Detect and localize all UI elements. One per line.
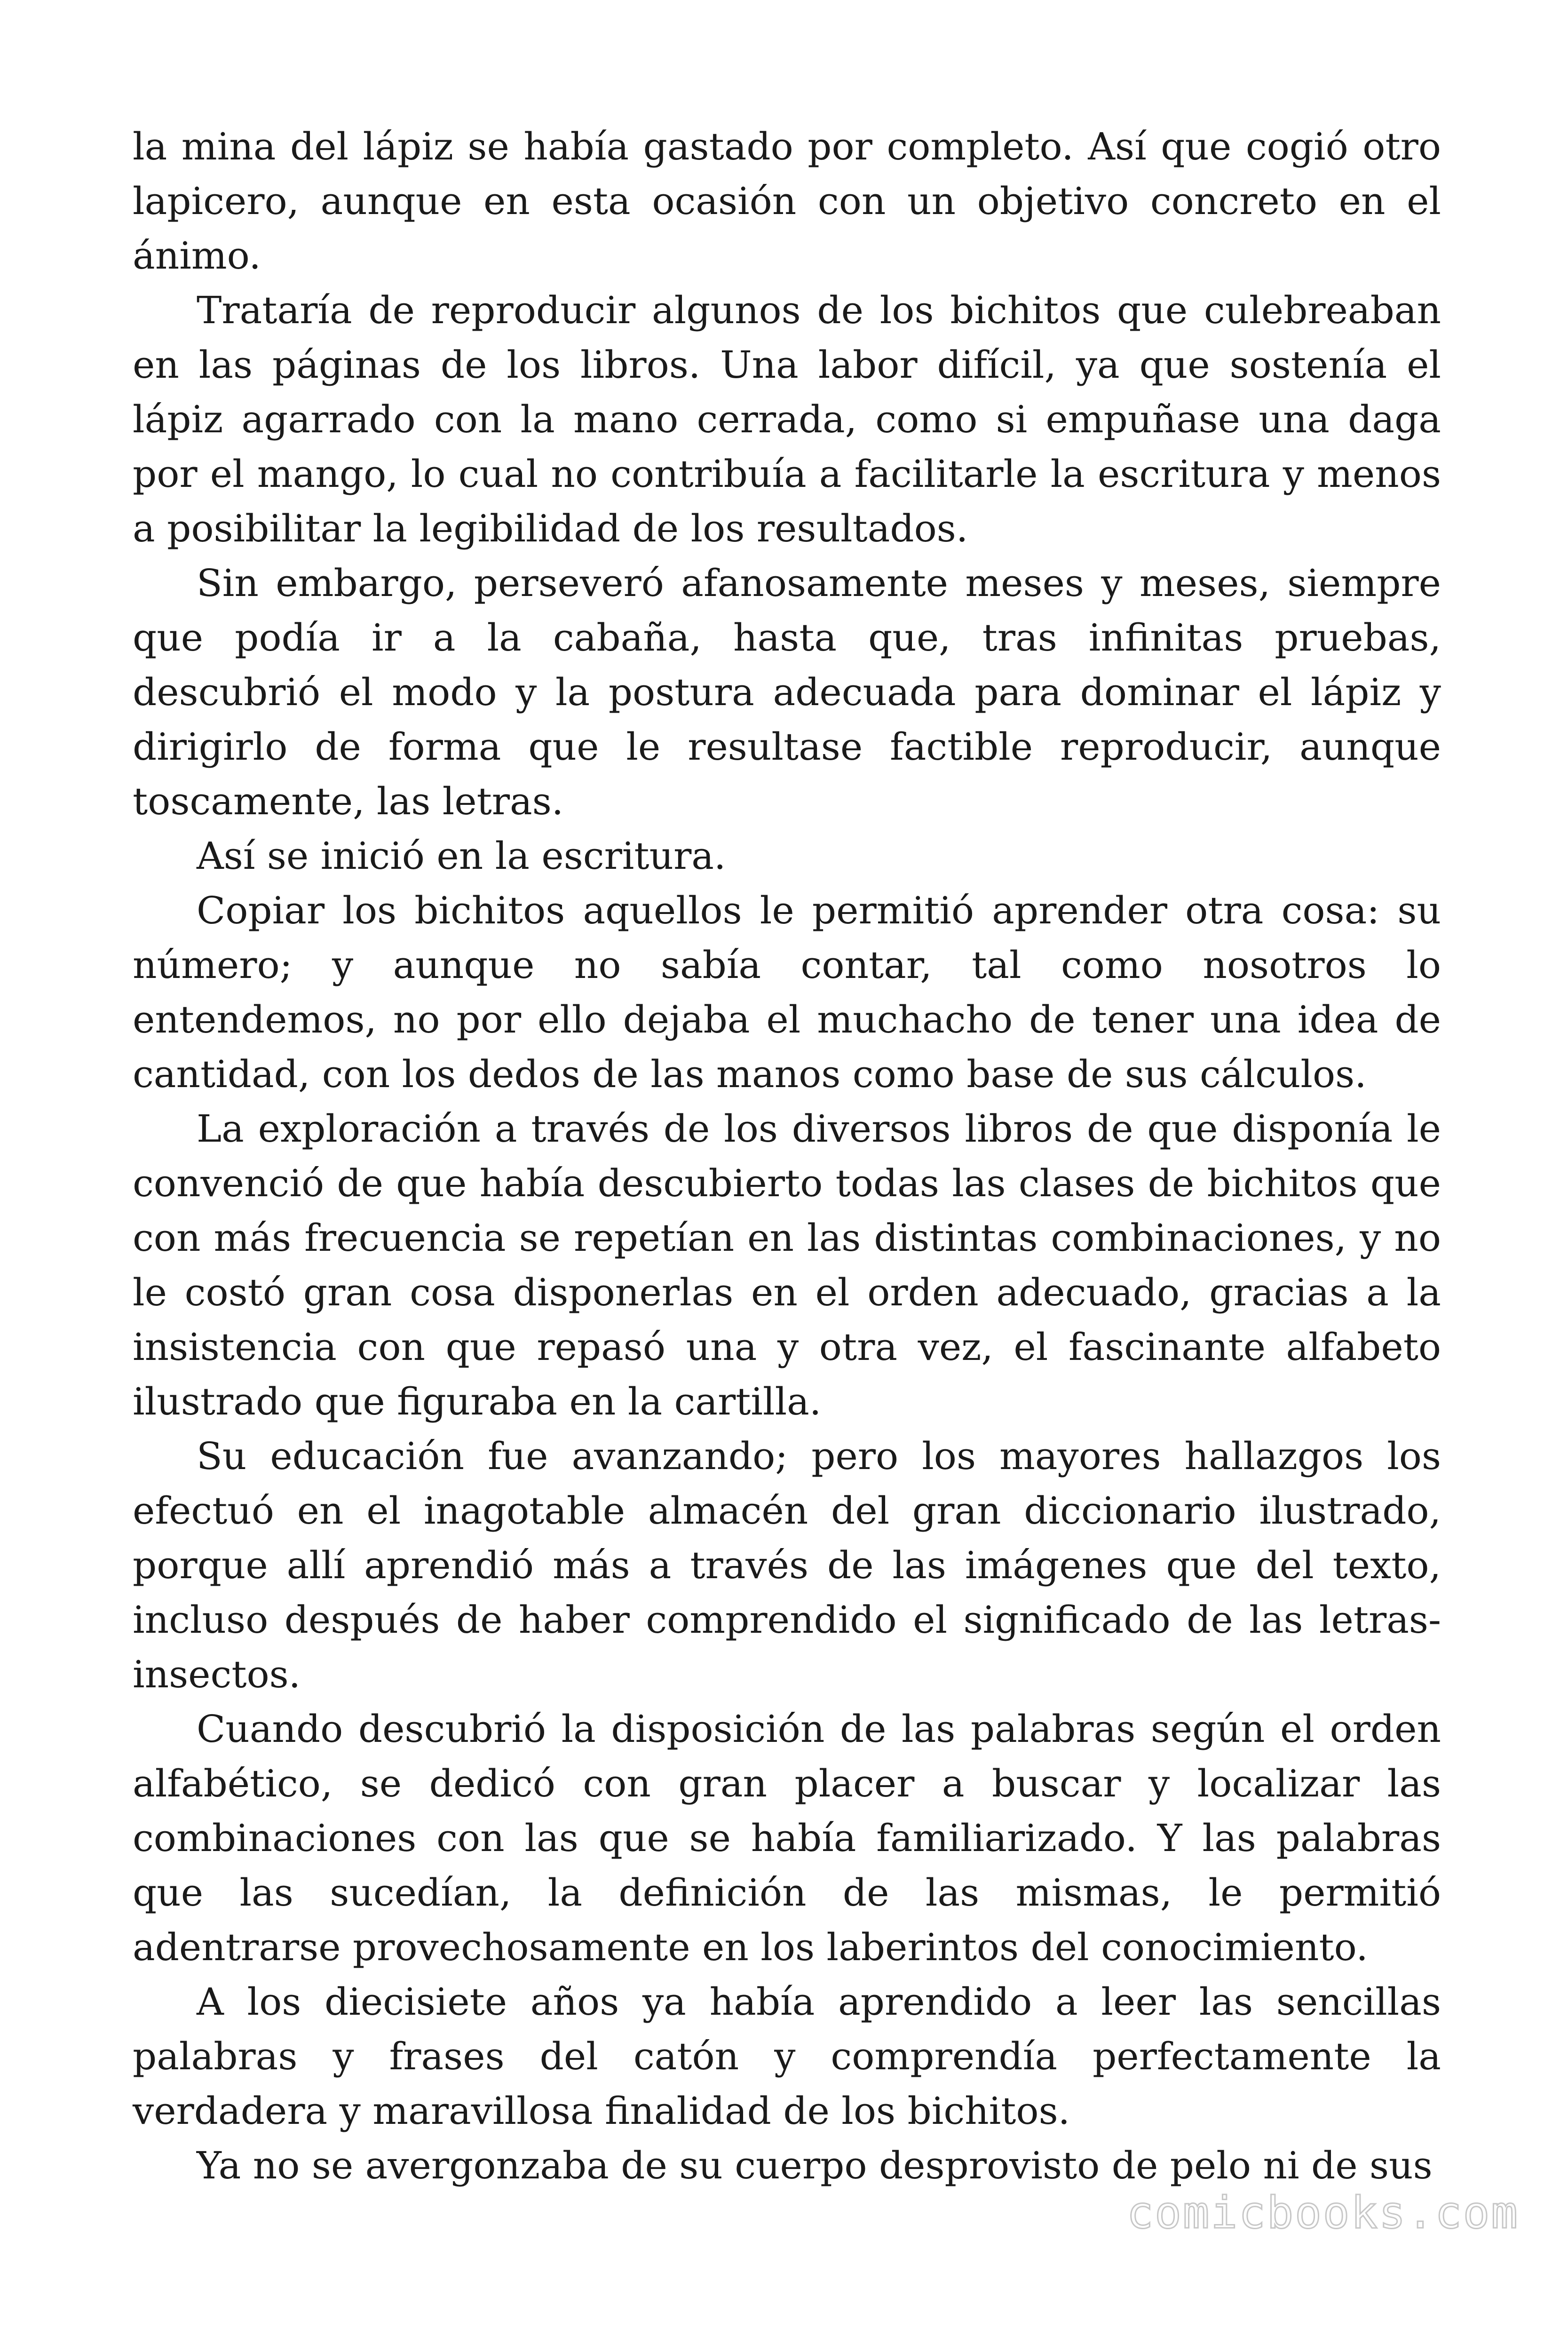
paragraph-9: A los diecisiete años ya había aprendido a leer las sencillas palabras y frases del catón y comprendía perfectamente la verdadera y maravillosa finalidad de los bichitos. [133,1980,1441,2133]
paragraph-7: Su educación fue avanzando; pero los mayores hallazgos los efectuó en el inagotable almacén del gran diccionario ilustrado, porque allí aprendió más a través de las imágenes que del texto, incluso después de haber comprendido el significado de las letras-insectos. [133,1434,1441,1696]
paragraph-4: Así se inició en la escritura. [197,834,726,878]
paragraph-5: Copiar los bichitos aquellos le permitió aprender otra cosa: su número; y aunque no sabía contar, tal como nosotros lo entendemos, no por ello dejaba el muchacho de tener una idea de cantidad, con los dedos de las manos como base de sus cálculos. [133,889,1441,1096]
paragraph-3: Sin embargo, perseveró afanosamente meses y meses, siempre que podía ir a la cabaña, hasta que, tras infinitas pruebas, descubrió el modo y la postura adecuada para dominar el lápiz y dirigirlo de forma que le resultase factible reproducir, aunque toscamente, las letras. [133,561,1441,823]
paragraph-8: Cuando descubrió la disposición de las palabras según el orden alfabético, se dedicó con gran placer a buscar y localizar las combinaciones con las que se había familiarizado. Y las palabras que las sucedían, la definición de las mismas, le permitió adentrarse provechosamente en los laberintos del conocimiento. [133,1707,1441,1969]
watermark: comicbooks.com [1126,2187,1519,2239]
paragraph-10: Ya no se avergonzaba de su cuerpo desprovisto de pelo ni de sus [197,2144,1433,2187]
paragraph-1: la mina del lápiz se había gastado por completo. Así que cogió otro lapicero, aunque en esta ocasión con un objetivo concreto en el ánimo. [133,125,1441,278]
page-body [133,119,1441,2193]
paragraph-6: La exploración a través de los diversos libros de que disponía le convenció de que había descubierto todas las clases de bichitos que con más frecuencia se repetían en las distintas combinaciones, y no le costó gran cosa disponerlas en el orden adecuado, gracias a la insistencia con que repasó una y otra vez, el fascinante alfabeto ilustrado que figuraba en la cartilla. [133,1107,1441,1423]
paragraph-2: Trataría de reproducir algunos de los bichitos que culebreaban en las páginas de los libros. Una labor difícil, ya que sostenía el lápiz agarrado con la mano cerrada, como si empuñase una daga por el mango, lo cual no contribuía a facilitarle la escritura y menos a posibilitar la legibilidad de los resultados. [133,288,1441,550]
